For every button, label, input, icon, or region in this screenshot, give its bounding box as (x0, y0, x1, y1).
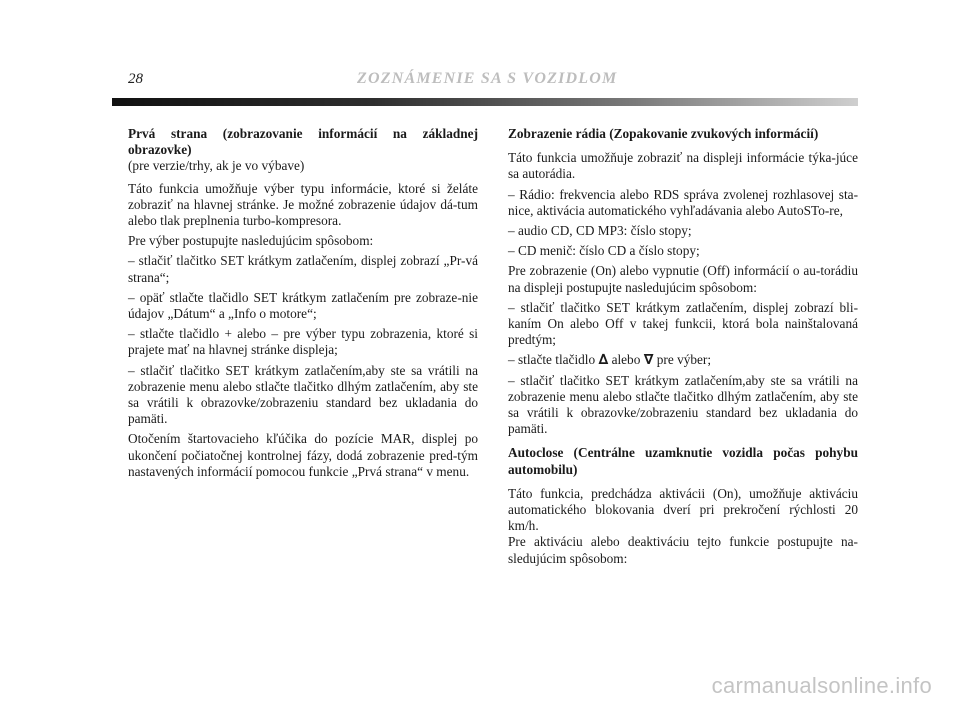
paragraph: Pre zobrazenie (On) alebo vypnutie (Off) informácií o au-torádiu na displeji postupujte nasledujúcim spôsobom: (508, 263, 858, 295)
paragraph: Táto funkcia, predchádza aktivácii (On), umožňuje aktiváciu automatického blokovania dverí pri prekročení rýchlosti 20 km/h. (508, 485, 858, 534)
down-triangle-icon: ∇ (643, 352, 654, 369)
up-triangle-icon: ∆ (598, 352, 609, 369)
list-item: – audio CD, CD MP3: číslo stopy; (508, 223, 692, 239)
list-item: – stlačiť tlačitko SET krátkym zatlačením, displej zobrazí „Pr-vá strana“; (128, 253, 478, 285)
list-item: – stlačiť tlačitko SET krátkym zatlačením,aby ste sa vrátili na zobrazenie menu alebo stlačte tlačitko dlhým zatlačením, aby ste sa vrátili k obrazovke/zobrazeniu standard bez ukladania do pamäti. (128, 362, 478, 427)
list-item: – stlačiť tlačitko SET krátkym zatlačením,aby ste sa vrátili na zobrazenie menu alebo stlačte tlačitko dlhým zatlačením, aby ste sa vrátili k obrazovke/zobrazeniu standard bez ukladania do pamäti. (508, 372, 858, 437)
button-line-suffix: pre výber; (656, 352, 712, 368)
list-item: – CD menič: číslo CD a číslo stopy; (508, 243, 700, 259)
paragraph: Táto funkcia umožňuje výber typu informácie, ktoré si želáte zobraziť na hlavnej stránke. Je možné zobrazenie údajov dá-tum alebo tlak preplnenia turbo-kompresora. (128, 180, 478, 229)
paragraph: Pre výber postupujte nasledujúcim spôsobom: (128, 233, 374, 249)
running-title: ZOZNÁMENIE SA S VOZIDLOM (357, 70, 618, 87)
list-item-button-selection (508, 352, 858, 368)
header-rule (112, 98, 858, 106)
paragraph: Pre aktiváciu alebo deaktiváciu tejto funkcie postupujte na-sledujúcim spôsobom: (508, 534, 858, 566)
list-item: – stlačte tlačidlo + alebo – pre výber typu zobrazenia, ktoré si prajete mať na hlavnej stránke displeja; (128, 326, 478, 358)
page-number: 28 (128, 71, 143, 87)
right-column (508, 126, 858, 571)
button-line-prefix: – stlačte tlačidlo (508, 352, 596, 368)
list-item: – Rádio: frekvencia alebo RDS správa zvolenej rozhlasovej sta-nice, aktivácia automatického vyhľadávania alebo AutoSTo-re, (508, 186, 858, 218)
section-subheading: (pre verzie/trhy, ak je vo výbave) (128, 158, 305, 174)
button-line-middle: alebo (611, 352, 641, 368)
page-header (0, 0, 960, 110)
watermark: carmanualsonline.info (711, 673, 932, 698)
section-heading-radio-display: Zobrazenie rádia (Zopakovanie zvukových informácií) (508, 126, 819, 141)
section-heading-autoclose: Autoclose (Centrálne uzamknutie vozidla počas pohybu automobilu) (508, 445, 858, 477)
list-item: – stlačiť tlačitko SET krátkym zatlačením, displej zobrazí bli-kaním On alebo Off v takej funkcii, ktorá bola nainštalovaná predtým; (508, 299, 858, 348)
section-heading-first-page: Prvá strana (zobrazovanie informácií na základnej obrazovke) (128, 126, 478, 158)
paragraph: Otočením štartovacieho kľúčika do pozície MAR, displej po ukončení počiatočnej kontrolnej fázy, dodá zobrazenie pred-tým nastavených informácií pomocou funkcie „Prvá strana“ v menu. (128, 431, 478, 479)
list-item: – opäť stlačte tlačidlo SET krátkym zatlačením pre zobraze-nie údajov „Dátum“ a „Info o motore“; (128, 289, 478, 322)
left-column (128, 126, 478, 484)
paragraph: Táto funkcia umožňuje zobraziť na displeji informácie týka-júce sa autorádia. (508, 150, 858, 182)
